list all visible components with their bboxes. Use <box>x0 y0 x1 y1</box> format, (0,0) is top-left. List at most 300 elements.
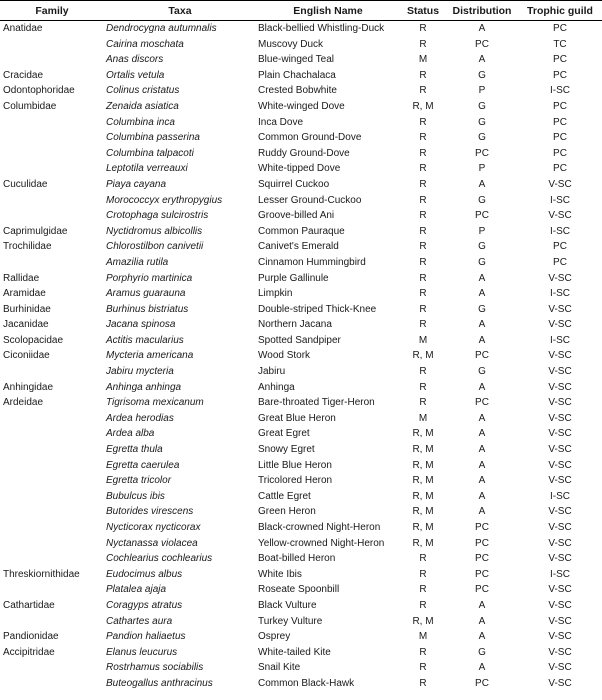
trophic-guild-cell: V-SC <box>548 366 572 378</box>
english-name-cell: White-winged Dove <box>258 100 345 112</box>
taxa-cell: Columbina passerina <box>106 132 200 144</box>
english-name-cell: White-tailed Kite <box>258 646 331 658</box>
english-name-cell: Double-striped Thick-Knee <box>258 303 377 315</box>
table-row <box>0 426 602 442</box>
trophic-guild-cell: V-SC <box>548 444 572 456</box>
table-row <box>0 302 602 318</box>
table-row <box>0 458 602 474</box>
table-row <box>0 504 602 520</box>
distribution-cell: G <box>478 194 486 206</box>
table-row <box>0 582 602 598</box>
status-cell: R <box>419 553 427 565</box>
english-name-cell: Great Egret <box>258 428 310 440</box>
trophic-guild-cell: V-SC <box>548 631 572 643</box>
taxa-cell: Butorides virescens <box>106 506 194 518</box>
family-cell <box>0 255 104 271</box>
trophic-guild-cell: I-SC <box>550 225 570 237</box>
trophic-guild-cell: V-SC <box>548 584 572 596</box>
trophic-guild-cell: V-SC <box>548 677 572 689</box>
table-header <box>0 1 602 21</box>
taxa-cell: Cathartes aura <box>106 615 173 627</box>
status-cell: R, M <box>412 615 434 627</box>
taxa-cell: Crotophaga sulcirostris <box>106 210 209 222</box>
taxa-cell: Pandion haliaetus <box>106 631 186 643</box>
family-cell <box>0 193 104 209</box>
family-cell <box>0 37 104 53</box>
taxa-cell: Ardea herodias <box>106 412 174 424</box>
distribution-cell: PC <box>475 350 489 362</box>
distribution-cell: G <box>478 303 486 315</box>
distribution-cell: A <box>478 444 486 456</box>
status-cell: R, M <box>412 350 434 362</box>
distribution-cell: A <box>478 599 486 611</box>
family-cell <box>0 660 104 676</box>
table-row <box>0 239 602 255</box>
trophic-guild-cell: V-SC <box>548 412 572 424</box>
table-row <box>0 68 602 84</box>
trophic-guild-cell: V-SC <box>548 350 572 362</box>
status-cell: R <box>419 38 427 50</box>
distribution-cell: PC <box>475 677 489 689</box>
taxa-cell: Dendrocygna autumnalis <box>106 23 217 34</box>
english-name-cell: Black Vulture <box>258 599 317 611</box>
status-cell: R, M <box>412 490 434 502</box>
status-cell: R <box>419 225 427 237</box>
distribution-cell: A <box>478 615 486 627</box>
distribution-cell: PC <box>475 38 489 50</box>
distribution-cell: G <box>478 241 486 253</box>
family-cell: Aramidae <box>3 288 46 300</box>
family-cell: Cathartidae <box>3 599 55 611</box>
distribution-cell: A <box>478 319 486 331</box>
trophic-guild-cell: V-SC <box>548 506 572 518</box>
english-name-cell: Northern Jacana <box>258 319 332 331</box>
trophic-guild-cell: V-SC <box>548 397 572 409</box>
taxa-cell: Leptotila verreauxi <box>106 163 188 175</box>
english-name-cell: Bare-throated Tiger-Heron <box>258 397 375 409</box>
status-cell: R, M <box>412 537 434 549</box>
taxa-cell: Egretta thula <box>106 444 163 456</box>
family-cell: Caprimulgidae <box>3 225 68 237</box>
status-cell: M <box>418 412 428 424</box>
table-row <box>0 676 602 692</box>
english-name-cell: White-tipped Dove <box>258 163 341 175</box>
distribution-cell: A <box>478 23 486 34</box>
status-cell: R <box>419 381 427 393</box>
taxa-cell: Aramus guarauna <box>106 288 186 300</box>
table-row <box>0 660 602 676</box>
trophic-guild-cell: PC <box>553 116 567 128</box>
status-cell: R <box>419 568 427 580</box>
trophic-guild-cell: V-SC <box>548 646 572 658</box>
family-cell <box>0 52 104 68</box>
trophic-guild-cell: PC <box>553 163 567 175</box>
table-row <box>0 567 602 583</box>
trophic-guild-cell: V-SC <box>548 553 572 565</box>
table-row <box>0 177 602 193</box>
taxa-cell: Zenaida asiatica <box>106 100 179 112</box>
taxa-cell: Buteogallus anthracinus <box>106 677 213 689</box>
taxa-cell: Ortalis vetula <box>106 69 165 81</box>
status-cell: R <box>419 319 427 331</box>
distribution-cell: PC <box>475 568 489 580</box>
taxa-cell: Egretta tricolor <box>106 475 172 487</box>
family-cell: Anatidae <box>3 23 43 34</box>
table-row <box>0 224 602 240</box>
distribution-cell: A <box>478 54 486 66</box>
family-cell: Scolopacidae <box>3 334 64 346</box>
trophic-guild-cell: V-SC <box>548 381 572 393</box>
status-cell: R <box>419 677 427 689</box>
english-name-cell: Snowy Egret <box>258 444 315 456</box>
family-cell <box>0 520 104 536</box>
table-row <box>0 83 602 99</box>
family-cell <box>0 551 104 567</box>
english-name-cell: Great Blue Heron <box>258 412 336 424</box>
english-name-cell: Lesser Ground-Cuckoo <box>258 194 362 206</box>
family-cell: Columbidae <box>3 100 57 112</box>
english-name-cell: Cattle Egret <box>258 490 311 502</box>
trophic-guild-cell: TC <box>553 38 567 50</box>
family-cell: Jacanidae <box>3 319 49 331</box>
english-name-cell: Boat-billed Heron <box>258 553 336 565</box>
taxa-cell: Eudocimus albus <box>106 568 183 580</box>
taxa-cell: Columbina inca <box>106 116 175 128</box>
column-header-status: Status <box>400 1 446 21</box>
english-name-cell: Muscovy Duck <box>258 38 324 50</box>
table-row <box>0 551 602 567</box>
status-cell: R, M <box>412 459 434 471</box>
family-cell <box>0 146 104 162</box>
english-name-cell: Blue-winged Teal <box>258 54 334 66</box>
distribution-cell: A <box>478 662 486 674</box>
trophic-guild-cell: I-SC <box>550 334 570 346</box>
english-name-cell: Green Heron <box>258 506 316 518</box>
family-cell <box>0 411 104 427</box>
trophic-guild-cell: V-SC <box>548 599 572 611</box>
family-cell <box>0 161 104 177</box>
english-name-cell: Wood Stork <box>258 350 311 362</box>
family-cell <box>0 614 104 630</box>
taxa-cell: Tigrisoma mexicanum <box>106 397 204 409</box>
column-header-distribution: Distribution <box>446 1 518 21</box>
distribution-cell: PC <box>475 522 489 533</box>
family-cell <box>0 676 104 692</box>
taxa-cell: Morococcyx erythropygius <box>106 194 223 206</box>
status-cell: R <box>419 194 427 206</box>
family-cell: Ardeidae <box>3 397 44 409</box>
table-row <box>0 208 602 224</box>
trophic-guild-cell: V-SC <box>548 537 572 549</box>
family-cell <box>0 489 104 505</box>
english-name-cell: Anhinga <box>258 381 295 393</box>
trophic-guild-cell: V-SC <box>548 210 572 222</box>
family-cell: Rallidae <box>3 272 40 284</box>
table-row <box>0 37 602 53</box>
distribution-cell: A <box>478 288 486 300</box>
english-name-cell: Inca Dove <box>258 116 304 128</box>
status-cell: R, M <box>412 506 434 518</box>
status-cell: R, M <box>412 444 434 456</box>
english-name-cell: Canivet's Emerald <box>258 241 339 253</box>
trophic-guild-cell: V-SC <box>548 178 572 190</box>
trophic-guild-cell: V-SC <box>548 522 572 533</box>
distribution-cell: P <box>478 85 486 97</box>
family-cell <box>0 582 104 598</box>
taxa-cell: Elanus leucurus <box>106 646 178 658</box>
family-cell: Anhingidae <box>3 381 54 393</box>
distribution-cell: A <box>478 381 486 393</box>
english-name-cell: Crested Bobwhite <box>258 85 337 97</box>
table-row <box>0 395 602 411</box>
english-name-cell: Common Ground-Dove <box>258 132 362 144</box>
distribution-cell: G <box>478 100 486 112</box>
taxa-cell: Colinus cristatus <box>106 85 180 97</box>
english-name-cell: Black-bellied Whistling-Duck <box>258 23 385 34</box>
status-cell: R <box>419 662 427 674</box>
trophic-guild-cell: PC <box>553 256 567 268</box>
distribution-cell: G <box>478 116 486 128</box>
table-row <box>0 520 602 536</box>
status-cell: R <box>419 178 427 190</box>
table-row <box>0 317 602 333</box>
family-cell <box>0 504 104 520</box>
status-cell: R <box>419 272 427 284</box>
taxa-cell: Anas discors <box>106 54 164 66</box>
family-cell <box>0 426 104 442</box>
taxa-cell: Nycticorax nycticorax <box>106 522 201 533</box>
table-row <box>0 161 602 177</box>
taxa-cell: Platalea ajaja <box>106 584 167 596</box>
table-row <box>0 115 602 131</box>
trophic-guild-cell: V-SC <box>548 319 572 331</box>
family-cell: Cuculidae <box>3 178 48 190</box>
table-row <box>0 193 602 209</box>
status-cell: R <box>419 397 427 409</box>
distribution-cell: A <box>478 490 486 502</box>
family-cell <box>0 473 104 489</box>
family-cell: Cracidae <box>3 69 44 81</box>
distribution-cell: G <box>478 646 486 658</box>
table-row <box>0 271 602 287</box>
taxa-cell: Ardea alba <box>106 428 155 440</box>
english-name-cell: Squirrel Cuckoo <box>258 178 330 190</box>
taxa-cell: Nyctidromus albicollis <box>106 225 203 237</box>
table-row <box>0 473 602 489</box>
status-cell: R <box>419 85 427 97</box>
status-cell: R <box>419 23 427 34</box>
trophic-guild-cell: V-SC <box>548 459 572 471</box>
taxa-cell: Chlorostilbon canivetii <box>106 241 204 253</box>
trophic-guild-cell: PC <box>553 132 567 144</box>
status-cell: R, M <box>412 100 434 112</box>
english-name-cell: Common Black-Hawk <box>258 677 355 689</box>
status-cell: R <box>419 288 427 300</box>
status-cell: R <box>419 116 427 128</box>
trophic-guild-cell: I-SC <box>550 85 570 97</box>
status-cell: R <box>419 303 427 315</box>
english-name-cell: Tricolored Heron <box>258 475 333 487</box>
english-name-cell: Spotted Sandpiper <box>258 334 341 346</box>
trophic-guild-cell: I-SC <box>550 568 570 580</box>
english-name-cell: Plain Chachalaca <box>258 69 336 81</box>
family-cell: Threskiornithidae <box>3 568 80 580</box>
status-cell: R <box>419 366 427 378</box>
english-name-cell: Cinnamon Hummingbird <box>258 256 366 268</box>
taxa-cell: Actitis macularius <box>106 334 184 346</box>
status-cell: R <box>419 241 427 253</box>
english-name-cell: Groove-billed Ani <box>258 210 335 222</box>
english-name-cell: White Ibis <box>258 568 302 580</box>
distribution-cell: A <box>478 506 486 518</box>
table-row <box>0 52 602 68</box>
taxa-cell: Amazilia rutila <box>106 256 169 268</box>
family-cell: Odontophoridae <box>3 85 75 97</box>
taxa-cell: Cochlearius cochlearius <box>106 553 213 565</box>
status-cell: R, M <box>412 428 434 440</box>
distribution-cell: P <box>478 225 486 237</box>
table-row <box>0 99 602 115</box>
trophic-guild-cell: V-SC <box>548 475 572 487</box>
taxa-cell: Mycteria americana <box>106 350 194 362</box>
status-cell: R <box>419 646 427 658</box>
column-header-english-name: English Name <box>256 1 400 21</box>
family-cell: Trochilidae <box>3 241 52 253</box>
english-name-cell: Yellow-crowned Night-Heron <box>258 537 385 549</box>
status-cell: M <box>418 631 428 643</box>
family-cell: Accipitridae <box>3 646 55 658</box>
status-cell: R <box>419 147 427 159</box>
status-cell: R <box>419 256 427 268</box>
distribution-cell: A <box>478 178 486 190</box>
table-body <box>0 21 602 692</box>
status-cell: M <box>418 54 428 66</box>
table-row <box>0 645 602 661</box>
english-name-cell: Limpkin <box>258 288 293 300</box>
taxa-cell: Rostrhamus sociabilis <box>106 662 204 674</box>
distribution-cell: G <box>478 132 486 144</box>
distribution-cell: G <box>478 256 486 268</box>
distribution-cell: PC <box>475 397 489 409</box>
column-header-trophic-guild: Trophic guild <box>518 1 602 21</box>
table-row <box>0 629 602 645</box>
distribution-cell: A <box>478 412 486 424</box>
status-cell: R, M <box>412 522 434 533</box>
english-name-cell: Osprey <box>258 631 291 643</box>
distribution-cell: A <box>478 475 486 487</box>
distribution-cell: PC <box>475 553 489 565</box>
table-row <box>0 442 602 458</box>
distribution-cell: PC <box>475 584 489 596</box>
taxa-cell: Columbina talpacoti <box>106 147 194 159</box>
family-cell: Burhinidae <box>3 303 51 315</box>
table-row <box>0 489 602 505</box>
status-cell: R <box>419 163 427 175</box>
column-header-family: Family <box>0 1 104 21</box>
english-name-cell: Turkey Vulture <box>258 615 323 627</box>
column-header-taxa: Taxa <box>104 1 256 21</box>
taxa-cell: Jacana spinosa <box>106 319 176 331</box>
distribution-cell: A <box>478 428 486 440</box>
table-row <box>0 598 602 614</box>
family-cell <box>0 458 104 474</box>
taxa-cell: Jabiru mycteria <box>106 366 174 378</box>
status-cell: R, M <box>412 475 434 487</box>
taxa-cell: Bubulcus ibis <box>106 490 165 502</box>
distribution-cell: PC <box>475 147 489 159</box>
trophic-guild-cell: V-SC <box>548 303 572 315</box>
status-cell: R <box>419 584 427 596</box>
trophic-guild-cell: PC <box>553 69 567 81</box>
family-cell <box>0 536 104 552</box>
distribution-cell: A <box>478 334 486 346</box>
distribution-cell: A <box>478 631 486 643</box>
english-name-cell: Common Pauraque <box>258 225 345 237</box>
trophic-guild-cell: V-SC <box>548 428 572 440</box>
trophic-guild-cell: I-SC <box>550 288 570 300</box>
trophic-guild-cell: V-SC <box>548 615 572 627</box>
trophic-guild-cell: PC <box>553 241 567 253</box>
table-row <box>0 348 602 364</box>
table-row <box>0 411 602 427</box>
status-cell: R <box>419 132 427 144</box>
status-cell: M <box>418 334 428 346</box>
english-name-cell: Little Blue Heron <box>258 459 332 471</box>
family-cell <box>0 442 104 458</box>
english-name-cell: Jabiru <box>258 366 286 378</box>
trophic-guild-cell: PC <box>553 23 567 34</box>
status-cell: R <box>419 210 427 222</box>
distribution-cell: PC <box>475 537 489 549</box>
taxa-cell: Egretta caerulea <box>106 459 180 471</box>
taxa-cell: Cairina moschata <box>106 38 184 50</box>
table-row <box>0 146 602 162</box>
table-row <box>0 286 602 302</box>
distribution-cell: A <box>478 272 486 284</box>
distribution-cell: A <box>478 459 486 471</box>
english-name-cell: Snail Kite <box>258 662 301 674</box>
taxa-cell: Burhinus bistriatus <box>106 303 189 315</box>
family-cell <box>0 115 104 131</box>
trophic-guild-cell: V-SC <box>548 662 572 674</box>
english-name-cell: Roseate Spoonbill <box>258 584 340 596</box>
table-row <box>0 333 602 349</box>
distribution-cell: G <box>478 366 486 378</box>
table-row <box>0 364 602 380</box>
header-row <box>0 1 602 21</box>
table-row <box>0 130 602 146</box>
family-cell: Pandionidae <box>3 631 59 643</box>
table-row <box>0 536 602 552</box>
taxa-cell: Piaya cayana <box>106 178 167 190</box>
table-row <box>0 255 602 271</box>
distribution-cell: P <box>478 163 486 175</box>
distribution-cell: G <box>478 69 486 81</box>
taxa-cell: Porphyrio martinica <box>106 272 193 284</box>
taxa-cell: Nyctanassa violacea <box>106 537 198 549</box>
english-name-cell: Ruddy Ground-Dove <box>258 147 350 159</box>
english-name-cell: Black-crowned Night-Heron <box>258 522 381 533</box>
trophic-guild-cell: PC <box>553 100 567 112</box>
table-row <box>0 614 602 630</box>
distribution-cell: PC <box>475 210 489 222</box>
family-cell <box>0 208 104 224</box>
english-name-cell: Purple Gallinule <box>258 272 329 284</box>
taxa-cell: Anhinga anhinga <box>106 381 182 393</box>
family-cell <box>0 130 104 146</box>
status-cell: R <box>419 69 427 81</box>
trophic-guild-cell: PC <box>553 147 567 159</box>
